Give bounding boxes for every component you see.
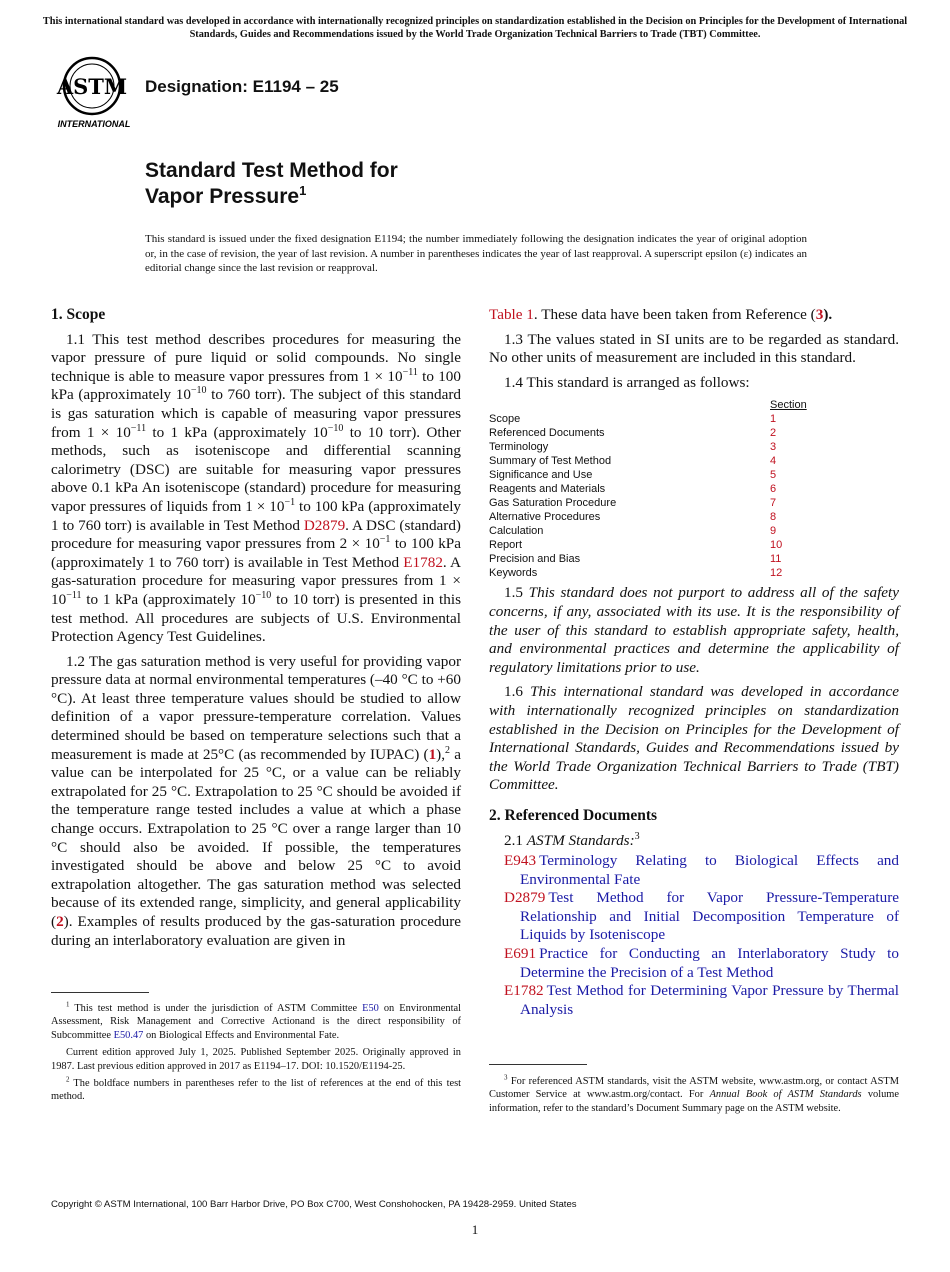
toc-header: Section: [770, 399, 807, 412]
toc-row: [489, 538, 899, 552]
standard-title-link[interactable]: Test Method for Determining Vapor Pressure by Thermal Analysis: [520, 982, 899, 1018]
ref-3-link[interactable]: 3: [815, 306, 824, 323]
standard-code-link[interactable]: E1782: [504, 982, 544, 1000]
toc-label: Keywords: [489, 567, 538, 580]
toc-label: Referenced Documents: [489, 427, 605, 440]
standard-item: [489, 982, 899, 1019]
toc-row: [489, 482, 899, 496]
footnotes-right: [489, 1075, 899, 1119]
footnote-1: $^1$ This test method is under the jurisdiction of ASTM Committee E50 on Environmental Assessment, Risk Management and Corrective Actionand is the direct responsibility of Subcommittee E50.47 on Biological Effects and Environmental Fate.: [51, 1000, 461, 1041]
para-1-6: 1.6 This international standard was developed in accordance with internationally recognized principles on standardization established in the Decision on Principles for the Development of International Standards, Guides and Recommendations issued by the World Trade Organization Technical Barriers to Trade (TBT) Committee.: [489, 683, 900, 794]
toc-row: [489, 426, 899, 440]
toc-row: [489, 454, 899, 468]
para-2-1: 2.1 ASTM Standards:$^3$: [504, 830, 640, 849]
toc-section-link[interactable]: 9: [770, 525, 777, 538]
toc-row: [489, 496, 899, 510]
toc-label: Scope: [489, 413, 521, 426]
toc-row: [489, 468, 899, 482]
toc-section-link[interactable]: 5: [770, 469, 777, 482]
para-1-5: 1.5 This standard does not purport to address all of the safety concerns, if any, associated with its use. It is the responsibility of the user of this standard to establish appropriate safety, health, and environmental practices and determine the applicability of regulatory limitations prior to use.: [489, 584, 900, 676]
scope-heading: 1. Scope: [51, 306, 106, 323]
para-1-3: 1.3 The values stated in SI units are to be regarded as standard. No other units of measurement are included in this standard.: [489, 330, 899, 367]
section-table: [489, 398, 899, 580]
toc-section-link[interactable]: 12: [770, 567, 783, 580]
para-1-2-tail: Table 1. These data have been taken from Reference (3).: [489, 306, 833, 323]
toc-row: [489, 440, 899, 454]
toc-section-link[interactable]: 10: [770, 539, 783, 552]
standard-code-link[interactable]: E691: [504, 945, 537, 963]
standard-title-link[interactable]: Practice for Conducting an Interlaboratory Study to Determine the Precision of a Test Method: [520, 945, 899, 981]
page-number: 1: [471, 1222, 479, 1237]
toc-section-link[interactable]: 7: [770, 497, 777, 510]
link-e1782[interactable]: E1782: [403, 553, 443, 571]
footnote-2: $^2$ The boldface numbers in parentheses refer to the list of references at the end of this test method.: [51, 1075, 461, 1103]
link-e50-47[interactable]: E50.47: [113, 1029, 144, 1041]
toc-section-link[interactable]: 8: [770, 511, 777, 524]
toc-label: Precision and Bias: [489, 553, 581, 566]
standard-item: [489, 889, 899, 945]
ref-2-link[interactable]: 2: [56, 913, 64, 930]
toc-row: [489, 412, 899, 426]
toc-label: Calculation: [489, 525, 544, 538]
toc-row: [489, 524, 899, 538]
toc-label: Gas Saturation Procedure: [489, 497, 617, 510]
right-column-content: [489, 306, 899, 1019]
para-1-4: 1.4 This standard is arranged as follows:: [504, 373, 750, 391]
ref-1-link[interactable]: 1: [428, 745, 437, 763]
standard-title-link[interactable]: Terminology Relating to Biological Effects and Environmental Fate: [520, 852, 899, 888]
left-column: [51, 306, 461, 956]
edition-note: Current edition approved July 1, 2025. Published September 2025. Originally approved in 1987. Last previous edition approved in 2017 as E1194–17. DOI: 10.1520/E1194-25.: [51, 1047, 461, 1072]
standard-code-link[interactable]: E943: [504, 852, 537, 870]
toc-section-link[interactable]: 1: [770, 413, 777, 426]
para-1-1: 1.1 This test method describes procedures for measuring the vapor pressure of pure liquid or solid compounds. No single technique is able to measure vapor pressures from $1 \times 10^{-11}$ to 100 kPa (approximately $10^{-10}$ to 760 torr). The subject of this standard is gas saturation which is capable of measuring vapor pressures from $1 \times 10^{-11}$ to 1 kPa (approximately $10^{-10}$ to 10 torr). Other methods, such as isoteniscope and differential scanning calorimetry (DSC) are suitable for measuring vapor pressures above 0.1 kPa An isoteniscope (standard) procedure for measuring vapor pressures of liquids from $1 \times 10^{-1}$ to 100 kPa (approximately 1 to 760 torr) is available in Test Method D2879. A DSC (standard) procedure for measuring vapor pressures from $2 \times 10^{-1}$ to 100 kPa (approximately 1 to 760 torr) is available in Test Method E1782. A gas-saturation procedure for measuring vapor pressures from $1 \times 10^{-11}$ to 1 kPa (approximately $10^{-10}$ to 10 torr) is presented in this test method. All procedures are subjects of U.S. Environmental Protection Agency Test Guidelines.: [51, 330, 462, 646]
wto-notice: This international standard was developed in accordance with internationally recognized principles on standardization established in the Decision on Principles for the Development of International Standards, Guides and Recommendations issued by the World Trade Organization Technical Barriers to Trade (TBT) Committee.: [42, 16, 908, 40]
toc-section-link[interactable]: 6: [770, 483, 777, 496]
copyright: Copyright © ASTM International, 100 Barr Harbor Drive, PO Box C700, West Conshohocken, PA 19428-2959. United States: [51, 1199, 577, 1210]
standard-code-link[interactable]: D2879: [504, 889, 546, 907]
toc-section-link[interactable]: 4: [770, 455, 777, 468]
footnote-2-mark: 2: [445, 744, 451, 756]
footnote-rule-left: [51, 992, 149, 993]
toc-label: Reagents and Materials: [489, 483, 606, 496]
toc-label: Alternative Procedures: [489, 511, 601, 524]
title-line-2: Vapor Pressure: [145, 185, 300, 208]
issue-note: This standard is issued under the fixed designation E1194; the number immediately following the designation indicates the year of original adoption or, in the case of revision, the year of last revision. A number in parentheses indicates the year of last reapproval. A superscript epsilon (ε) indicates an editorial change since the last revision or reapproval.: [145, 233, 807, 274]
para-1-2: 1.2 The gas saturation method is very useful for providing vapor pressure data at normal environmental temperatures (–40 °C to +60 °C). At least three temperature values should be studied to allow definition of a vapor pressure-temperature correlation. Values determined should be based on temperature selections such that a measurement is made at 25°C (as recommended by IUPAC) (1),$^2$ a value can be interpolated for 25 °C, or a value can be reliably extrapolated for 25 °C. Extrapolation to 25 °C should be avoided if the temperature range tested includes a value at which a phase change occurs. Extrapolation to 25 °C over a range larger than 10 °C should also be avoided. If possible, the temperatures investigated should be above and below 25 °C to avoid extrapolation altogether. The gas saturation method was selected because of its extended range, simplicity, and general applicability (2). Examples of results produced by the gas-saturation procedure during an interlaboratory evaluation are given in: [51, 652, 461, 949]
toc-section-link[interactable]: 2: [770, 427, 777, 440]
referenced-heading: 2. Referenced Documents: [489, 806, 658, 824]
standards-list: [489, 852, 899, 1019]
logo-text: ASTM: [56, 74, 128, 99]
designation: Designation: E1194 – 25: [145, 77, 339, 96]
title-line-1: Standard Test Method for: [145, 159, 398, 182]
logo-subtext: INTERNATIONAL: [57, 119, 131, 129]
title-footnote-mark: 1: [299, 183, 307, 198]
toc-label: Significance and Use: [489, 469, 593, 482]
toc-label: Summary of Test Method: [489, 455, 612, 468]
link-d2879[interactable]: D2879: [303, 516, 346, 534]
link-table-1[interactable]: Table 1: [489, 306, 534, 323]
toc-row: [489, 566, 899, 580]
footnote-rule-right: [489, 1064, 587, 1065]
astm-logo: [54, 56, 134, 130]
footnotes-left: [51, 1002, 461, 1108]
toc-row: [489, 552, 899, 566]
document-title: [145, 158, 645, 210]
standard-title-link[interactable]: Test Method for Vapor Pressure-Temperature Relationship and Initial Decomposition Temperature of Liquids by Isoteniscope: [520, 889, 899, 944]
standard-item: [489, 852, 899, 889]
toc-section-link[interactable]: 3: [770, 441, 777, 454]
footnote-3: $^3$ For referenced ASTM standards, visit the ASTM website, www.astm.org, or contact ASTM Customer Service at www.astm.org/contact. For Annual Book of ASTM Standards volume information, refer to the standard’s Document Summary page on the ASTM website.: [489, 1073, 899, 1114]
standard-item: [489, 945, 899, 982]
toc-row: [489, 510, 899, 524]
toc-section-link[interactable]: 11: [770, 553, 782, 566]
toc-label: Terminology: [489, 441, 549, 454]
link-e50[interactable]: E50: [362, 1003, 379, 1014]
toc-label: Report: [489, 539, 523, 552]
